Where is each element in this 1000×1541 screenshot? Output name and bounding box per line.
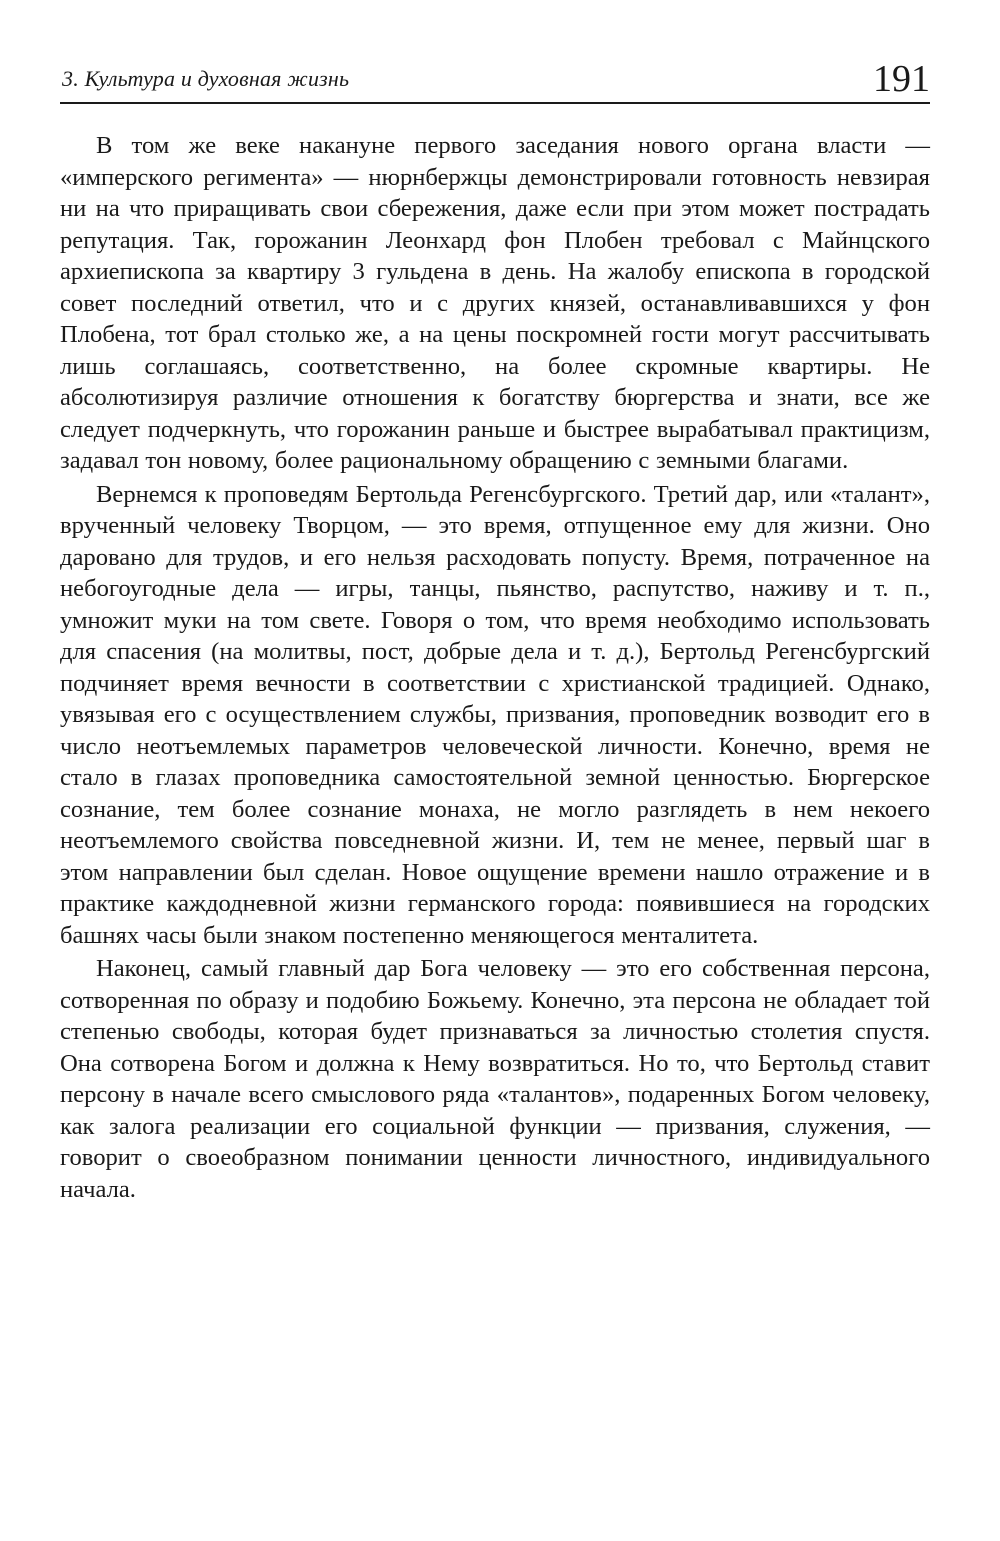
- book-page: [60, 0, 930, 1541]
- chapter-title: 3. Культура и духовная жизнь: [62, 66, 350, 91]
- page-number: 191: [873, 58, 930, 100]
- body-text: [60, 130, 930, 1205]
- paragraph: Вернемся к проповедям Бертольда Регенсбургского. Третий дар, или «талант», врученный человеку Творцом, — это время, отпущенное ему для жизни. Оно даровано для трудов, и его нельзя расходовать попусту. Время, потраченное на небогоугодные дела — игры, танцы, пьянство, распутство, наживу и т. п., умножит муки на том свете. Говоря о том, что время необходимо использовать для спасения (на молитвы, пост, добрые дела и т. д.), Бертольд Регенсбургский подчиняет время вечности в соответствии с христианской традицией. Однако, увязывая его с осуществлением службы, призвания, проповедник возводит его в число неотъемлемых параметров человеческой личности. Конечно, время не стало в глазах проповедника самостоятельной земной ценностью. Бюргерское сознание, тем более сознание монаха, не могло разглядеть в нем некоего неотъемлемого свойства повседневной жизни. И, тем не менее, первый шаг в этом направлении был сделан. Новое ощущение времени нашло отражение и в практике каждодневной жизни германского города: появившиеся на городских башнях часы были знаком постепенно меняющегося менталитета.: [60, 480, 930, 949]
- paragraph: В том же веке накануне первого заседания нового органа власти — «имперского регимента» — нюрнбержцы демонстрировали готовность невзирая ни на что приращивать свои сбережения, даже если при этом может пострадать репутация. Так, горожанин Леонхард фон Плобен требовал с Майнцского архиепископа за квартиру 3 гульдена в день. На жалобу епископа в городской совет последний ответил, что и с других князей, останавливавшихся у фон Плобена, тот брал столько же, а на цены поскромней гости могут рассчитывать лишь соглашаясь, соответственно, на более скромные квартиры. Не абсолютизируя различие отношения к богатству бюргерства и знати, все же следует подчеркнуть, что горожанин раньше и быстрее вырабатывал практицизм, задавал тон новому, более рациональному обращению с земными благами.: [60, 132, 930, 474]
- running-header: [60, 58, 930, 104]
- paragraph: Наконец, самый главный дар Бога человеку — это его собственная персона, сотворенная по образу и подобию Божьему. Конечно, эта персона не обладает той степенью свободы, которая будет признаваться за личностью столетия спустя. Она сотворена Богом и должна к Нему возвратиться. Но то, что Бертольд ставит персону в начале всего смыслового ряда «талантов», подаренных Богом человеку, как залога реализации его социальной функции — призвания, служения, — говорит о своеобразном понимании ценности личностного, индивидуального начала.: [60, 955, 930, 1203]
